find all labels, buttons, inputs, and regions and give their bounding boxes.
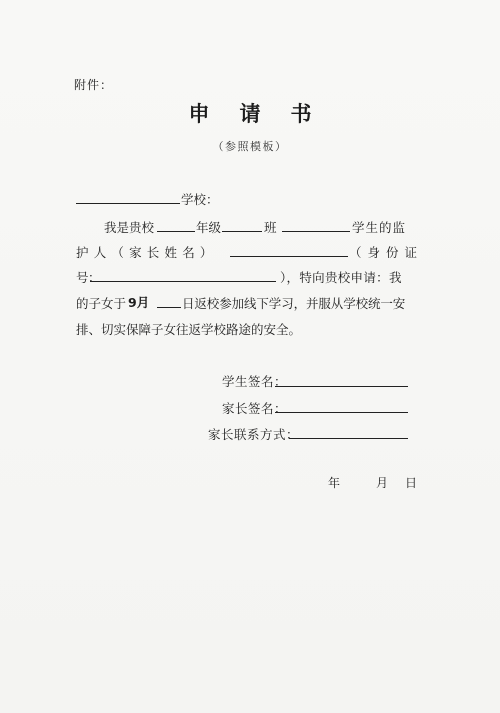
parent-contact-blank[interactable] — [289, 438, 408, 439]
line3-text-a: 号 — [76, 270, 89, 285]
parent-name-blank[interactable] — [230, 256, 348, 257]
line5-text: 排、切实保障子女往返学校路途的安全。 — [76, 322, 302, 337]
document-subtitle: （参照模板） — [212, 140, 288, 153]
line2-text-a: 护人（家长姓名） — [76, 245, 218, 260]
return-day-blank[interactable] — [157, 307, 181, 308]
grade-blank[interactable] — [157, 231, 195, 232]
line1-text-d: 学生的监 — [352, 220, 407, 235]
attachment-label: 附件： — [74, 78, 114, 92]
line1-text-b: 年级 — [196, 220, 222, 235]
student-name-blank[interactable] — [282, 231, 350, 232]
line4-text-b: 日返校参加线下学习，并服从学校统一安 — [182, 296, 406, 311]
date-day: 日 — [405, 476, 418, 490]
date-year: 年 — [328, 476, 341, 490]
return-month: 9月 — [128, 295, 150, 310]
line2-text-b: （身份证 — [349, 245, 424, 260]
line3-text-b: ），特向贵校申请：我 — [280, 270, 402, 285]
line4-text-a: 的子女于 — [76, 296, 127, 311]
parent-signature-label: 家长签名： — [222, 401, 288, 416]
line1-text-c: 班 — [264, 220, 277, 235]
parent-contact-label: 家长联系方式： — [208, 427, 300, 442]
school-name-blank[interactable] — [76, 203, 180, 204]
date-month: 月 — [376, 476, 389, 490]
student-signature-label: 学生签名： — [222, 374, 288, 389]
parent-signature-blank[interactable] — [275, 412, 408, 413]
document-title: 申请书 — [188, 101, 342, 126]
class-blank[interactable] — [222, 231, 262, 232]
salutation-suffix: 学校： — [181, 192, 219, 207]
line1-text-a: 我是贵校 — [104, 220, 155, 235]
line3-colon: ： — [88, 270, 101, 285]
id-number-blank[interactable] — [90, 281, 276, 282]
student-signature-blank[interactable] — [275, 386, 408, 387]
